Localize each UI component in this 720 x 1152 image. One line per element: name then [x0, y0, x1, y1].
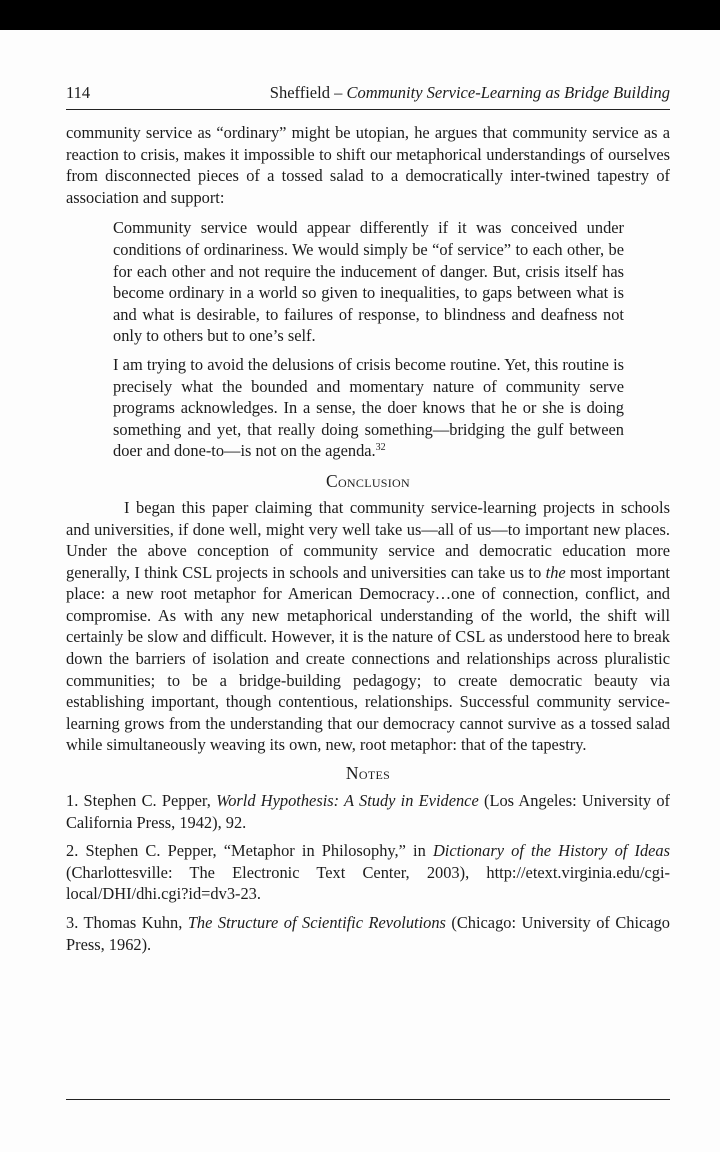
conclusion-text-start: I began this paper claiming that community service-learning projects in schools and universities, if done well, might very well take us—all of us—to important new places. Under the above conception of community service and democratic education more generally, I think CSL projects in schools and universities can take us to — [66, 497, 670, 582]
note-item — [66, 790, 670, 833]
note-prefix: 3. Thomas Kuhn, — [66, 913, 188, 932]
block-quote-paragraph-1: Community service would appear differently if it was conceived under conditions of ordinariness. We would simply be “of service” to each other, be for each other and not require the inducement of danger. But, crisis itself has become ordinary in a world so given to inequalities, to gaps between what is and what is desirable, to failures of response, to blindness and deafness not only to others but to one’s self. — [113, 218, 624, 346]
header-author: Sheffield – — [269, 83, 347, 102]
running-title — [270, 83, 670, 103]
header-article-title: Community Service-Learning as Bridge Building — [346, 83, 670, 102]
block-quote-paragraph-2-text: I am trying to avoid the delusions of crisis become routine. Yet, this routine is precisely what the bounded and momentary nature of community serve programs acknowledges. In a sense, the doer knows that he or she is doing something and yet, that really doing something—bridging the gulf between doer and done-to—is not on the agenda. — [113, 354, 624, 461]
conclusion-emphasis: the — [545, 562, 566, 582]
conclusion-paragraph — [66, 497, 670, 756]
block-quote — [113, 217, 624, 462]
note-work-title: Dictionary of the History of Ideas — [432, 841, 670, 861]
note-work-title: World Hypothesis: A Study in Evidence — [216, 791, 479, 811]
note-prefix: 1. Stephen C. Pepper, — [66, 791, 217, 811]
document-page — [0, 30, 720, 1152]
running-header — [66, 83, 670, 110]
footnote-reference: 32 — [375, 442, 386, 454]
note-item — [66, 912, 670, 955]
page-number: 114 — [66, 83, 91, 102]
opening-paragraph: community service as “ordinary” might be utopian, he argues that community service as a reaction to crisis, makes it impossible to shift our metaphorical understandings of ourselves from disconnected pieces of a tossed salad to a democratically inter-twined tapestry of association and support: — [66, 123, 670, 207]
notes-heading: Notes — [345, 763, 391, 784]
notes-list — [66, 790, 670, 955]
note-prefix: 2. Stephen C. Pepper, “Metaphor in Philosophy,” in — [66, 841, 433, 861]
footer-rule — [66, 1099, 670, 1100]
conclusion-heading: Conclusion — [325, 470, 410, 491]
note-work-title: The Structure of Scientific Revolutions — [187, 913, 446, 932]
block-quote-paragraph-2 — [113, 354, 624, 462]
note-suffix: (Los Angeles: University of California Press, 1942), 92. — [66, 791, 670, 832]
body-text — [66, 122, 670, 955]
note-item — [66, 840, 670, 905]
note-suffix: (Charlottesville: The Electronic Text Center, 2003), http://etext.virginia.edu/cgi-local/DHI/dhi.cgi?id=dv3-23. — [66, 862, 670, 904]
conclusion-text-end: most important place: a new root metaphor for American Democracy…one of connection, conflict, and compromise. As with any new metaphorical understanding of the world, the shift will certainly be slow and difficult. However, it is the nature of CSL as understood here to break down the barriers of isolation and create connections and relationships across pluralistic communities; to be a bridge-building pedagogy; to create democratic beauty via establishing important, though contentious, relationships. Successful community service-learning grows from the understanding that our democracy cannot survive as a tossed salad while simultaneously weaving its own, new, root metaphor: that of the tapestry. — [66, 562, 670, 755]
note-suffix: (Chicago: University of Chicago Press, 1962). — [66, 913, 670, 954]
